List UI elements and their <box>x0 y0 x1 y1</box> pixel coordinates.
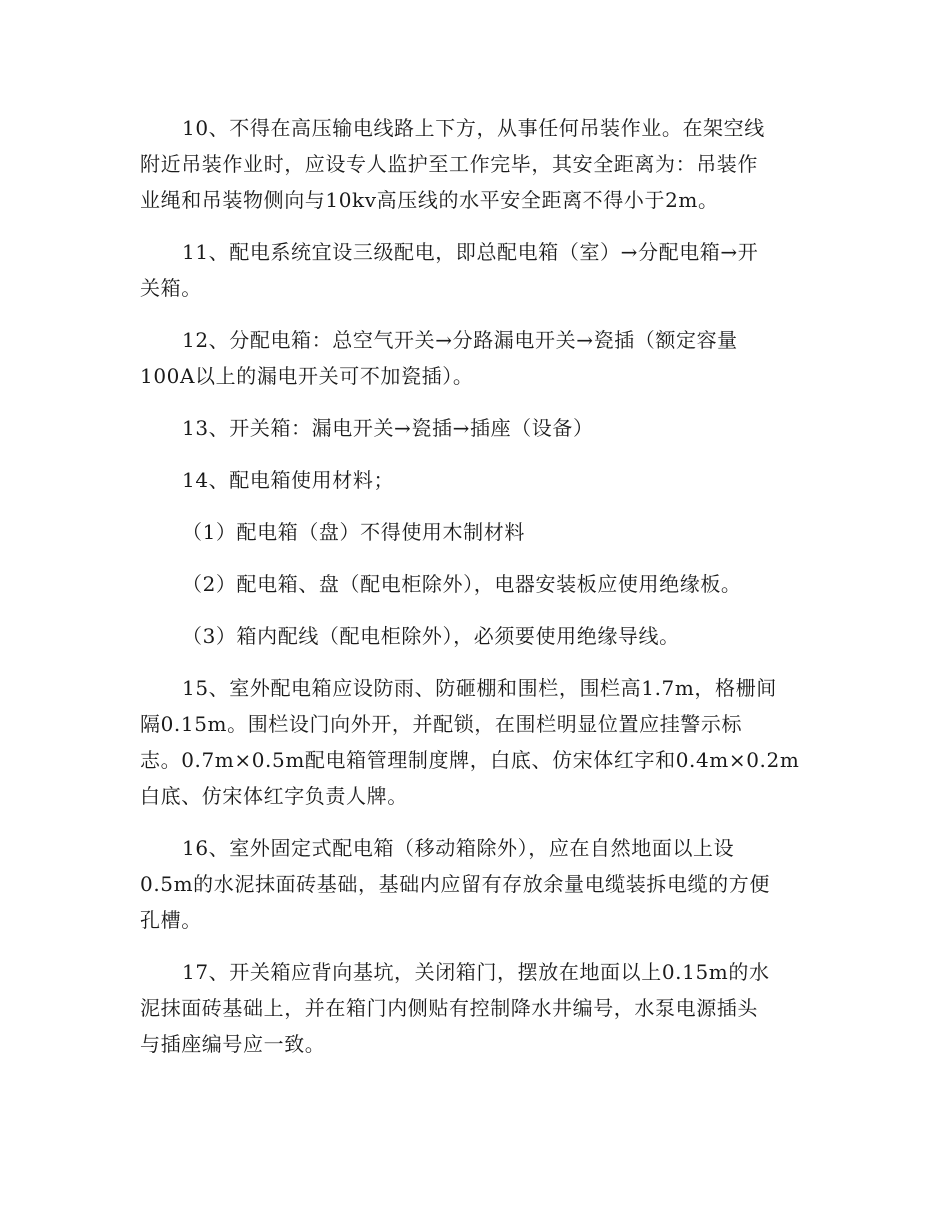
text-line: 15、室外配电箱应设防雨、防砸棚和围栏，围栏高1.7m，格栅间 <box>182 676 777 700</box>
text-line: 14、配电箱使用材料； <box>182 468 395 492</box>
text-line: 附近吊装作业时，应设专人监护至工作完毕，其安全距离为：吊装作 <box>140 152 758 176</box>
text-line: 0.5m的水泥抹面砖基础，基础内应留有存放余量电缆装拆电缆的方便 <box>140 872 770 896</box>
paragraph-item-16 <box>140 830 806 938</box>
subitem-1: （1）配电箱（盘）不得使用木制材料 <box>182 520 525 544</box>
text-line: 隔0.15m。围栏设门向外开，并配锁，在围栏明显位置应挂警示标 <box>140 712 743 736</box>
paragraph-item-17 <box>140 954 806 1062</box>
text-line: 12、分配电箱：总空气开关→分路漏电开关→瓷插（额定容量 <box>182 328 738 352</box>
text-line: 13、开关箱：漏电开关→瓷插→插座（设备） <box>182 416 594 440</box>
text-line: 17、开关箱应背向基坑，关闭箱门，摆放在地面以上0.15m的水 <box>182 960 770 984</box>
text-line: 11、配电系统宜设三级配电，即总配电箱（室）→分配电箱→开 <box>182 240 759 264</box>
text-line: 16、室外固定式配电箱（移动箱除外），应在自然地面以上设 <box>182 836 735 860</box>
paragraph-item-11 <box>140 234 806 306</box>
subitem-3: （3）箱内配线（配电柜除外），必须要使用绝缘导线。 <box>182 624 680 648</box>
paragraph-item-13 <box>140 410 806 446</box>
text-line: 100A以上的漏电开关可不加瓷插）。 <box>140 364 474 388</box>
paragraph-item-14 <box>140 462 806 498</box>
text-line: 泥抹面砖基础上，并在箱门内侧贴有控制降水井编号，水泵电源插头 <box>140 996 758 1020</box>
paragraph-item-10 <box>140 110 806 218</box>
text-line: 业绳和吊装物侧向与10kv高压线的水平安全距离不得小于2m。 <box>140 188 719 212</box>
text-line: 志。0.7m×0.5m配电箱管理制度牌，白底、仿宋体红字和0.4m×0.2m <box>140 748 800 772</box>
text-line: 10、不得在高压输电线路上下方，从事任何吊装作业。在架空线 <box>182 116 765 140</box>
text-line: 关箱。 <box>140 276 202 300</box>
text-line: 与插座编号应一致。 <box>140 1032 326 1056</box>
paragraph-item-15 <box>140 670 806 814</box>
document-body <box>140 110 806 1078</box>
text-line: 白底、仿宋体红字负责人牌。 <box>140 784 408 808</box>
text-line: 孔槽。 <box>140 908 202 932</box>
subitem-2: （2）配电箱、盘（配电柜除外），电器安装板应使用绝缘板。 <box>182 572 742 596</box>
paragraph-item-12 <box>140 322 806 394</box>
